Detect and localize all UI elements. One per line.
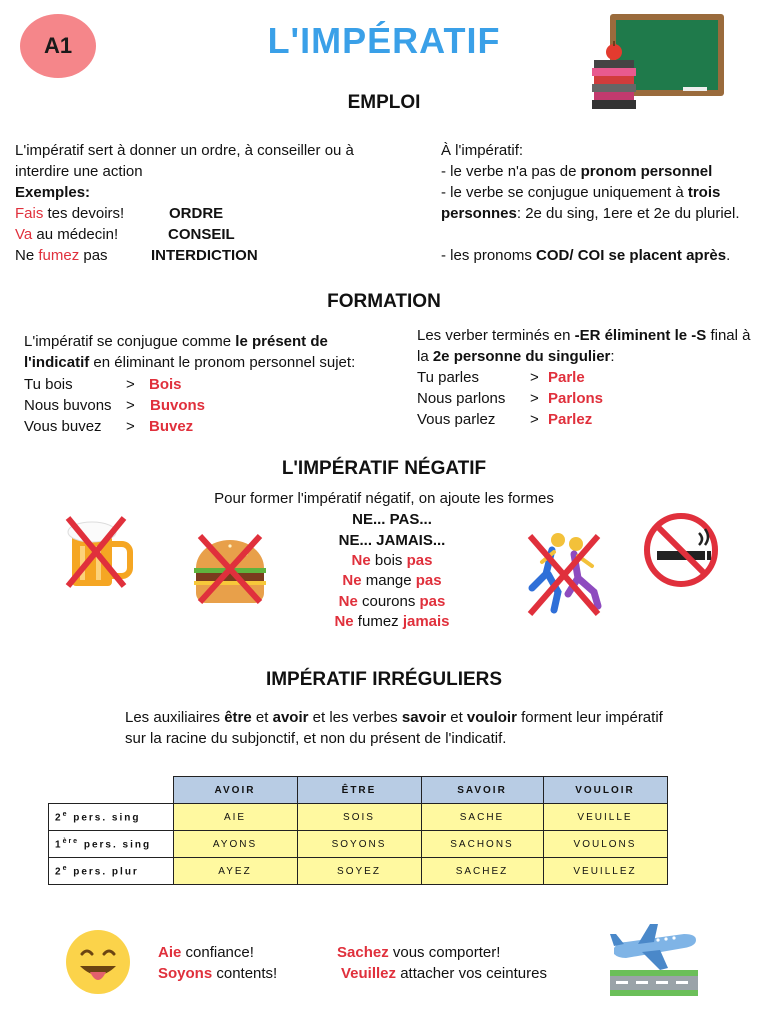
table-cell: SACHONS	[421, 831, 543, 858]
footer-example-aie	[158, 942, 254, 963]
negatif-intro: Pour former l'impératif négatif, on ajoute les formes	[214, 490, 554, 507]
irreguliers-text	[125, 707, 665, 749]
table-cell: SOIS	[297, 804, 421, 831]
column-header: ÊTRE	[297, 777, 421, 804]
intro-bold: -ER éliminent le -S	[574, 327, 707, 344]
smiling-face-icon	[62, 928, 134, 996]
point-text: - le verbe se conjugue uniquement à	[441, 184, 688, 201]
column-header: VOULOIR	[543, 777, 667, 804]
level-badge: A1	[20, 14, 96, 78]
irr-bold: vouloir	[466, 709, 517, 726]
example-type: CONSEIL	[168, 226, 235, 243]
footer-example-sachez	[337, 942, 500, 963]
row-sup: e	[62, 810, 69, 818]
conj-arrow: >	[530, 411, 539, 428]
emploi-heading: EMPLOI	[347, 92, 421, 113]
irr-text: et les verbes	[308, 709, 402, 726]
emploi-right-intro: À l'impératif:	[441, 142, 524, 159]
example-verb: Va	[15, 226, 33, 243]
neg-ne: Ne	[334, 613, 354, 630]
formation-left-intro	[24, 331, 394, 373]
table-cell: VOULONS	[543, 831, 667, 858]
intro-text: Les verber terminés en	[417, 327, 575, 344]
example-pre: Ne	[15, 247, 39, 264]
table-row	[49, 804, 668, 831]
emploi-point-3	[441, 245, 730, 266]
footer-verb: Aie	[158, 944, 182, 961]
table-cell: AIE	[173, 804, 297, 831]
beer-crossed-icon	[58, 512, 138, 592]
emploi-intro: L'impératif sert à donner un ordre, à conseiller ou à interdire une action	[15, 142, 354, 180]
neg-ne: Ne	[351, 552, 371, 569]
burger-crossed-icon	[190, 532, 270, 606]
irreguliers-heading: IMPÉRATIF IRRÉGULIERS	[265, 669, 503, 690]
negatif-example	[0, 591, 768, 612]
example-rest: pas	[79, 247, 108, 264]
table-row	[49, 858, 668, 885]
emploi-point-1	[441, 161, 712, 182]
conj-arrow: >	[126, 397, 135, 414]
example-interdiction	[15, 245, 108, 266]
neg-word: pas	[406, 552, 433, 569]
point-text: .	[726, 247, 731, 264]
point-bold: COD/ COI se placent après	[536, 247, 727, 264]
table-row	[49, 831, 668, 858]
conj-present: Tu parles	[417, 369, 479, 386]
conj-imperative: Bois	[149, 376, 182, 393]
row-rest: pers. sing	[68, 812, 141, 824]
intro-text: en éliminant le pronom personnel sujet:	[89, 354, 356, 371]
example-rest: tes devoirs!	[43, 205, 125, 222]
point-text: - les pronoms	[441, 247, 537, 264]
formation-heading: FORMATION	[327, 291, 441, 312]
footer-example-soyons	[158, 963, 277, 984]
table-cell: AYONS	[173, 831, 297, 858]
conj-present: Vous parlez	[417, 411, 496, 428]
row-rest: pers. plur	[68, 866, 139, 878]
irr-bold: savoir	[401, 709, 447, 726]
intro-bold: 2e personne du singulier	[432, 348, 611, 365]
negatif-heading: L'IMPÉRATIF NÉGATIF	[281, 458, 487, 479]
irr-text: et	[251, 709, 273, 726]
footer-verb: Soyons	[158, 965, 213, 982]
table-cell: SOYEZ	[297, 858, 421, 885]
irr-text: forment leur impératif sur la racine du subjonctif, et non du présent de l'indicatif.	[125, 709, 663, 747]
irregular-verbs-table	[48, 776, 668, 885]
neg-ne: Ne	[342, 572, 362, 589]
table-cell: VEUILLE	[543, 804, 667, 831]
row-num: 1	[55, 839, 63, 851]
footer-verb: Veuillez	[341, 965, 397, 982]
neg-verb: fumez	[353, 613, 403, 630]
footer-rest: confiance!	[181, 944, 254, 961]
examples-label: Exemples:	[15, 184, 91, 201]
running-crossed-icon	[518, 528, 610, 618]
negatif-example	[0, 611, 768, 632]
irr-text: et	[446, 709, 467, 726]
negatif-form-pas: NE... PAS...	[352, 511, 432, 528]
footer-example-veuillez	[341, 963, 547, 984]
neg-word: pas	[419, 593, 446, 610]
conj-imperative: Buvons	[150, 397, 206, 414]
conj-imperative: Buvez	[149, 418, 194, 435]
irr-bold: avoir	[272, 709, 309, 726]
table-cell: SACHE	[421, 804, 543, 831]
neg-word: jamais	[402, 613, 450, 630]
intro-text: :	[610, 348, 615, 365]
conj-arrow: >	[530, 369, 539, 386]
point-bold: pronom personnel	[580, 163, 713, 180]
neg-ne: Ne	[338, 593, 358, 610]
table-cell: AYEZ	[173, 858, 297, 885]
footer-verb: Sachez	[337, 944, 389, 961]
point-text: - le verbe n'a pas de	[441, 163, 581, 180]
neg-verb: mange	[361, 572, 416, 589]
column-header: SAVOIR	[421, 777, 543, 804]
column-header: AVOIR	[173, 777, 297, 804]
point-bold: trois personnes	[441, 184, 721, 222]
footer-rest: contents!	[212, 965, 278, 982]
row-header	[49, 831, 174, 858]
table-cell: SACHEZ	[421, 858, 543, 885]
row-rest: pers. sing	[79, 839, 152, 851]
neg-verb: bois	[370, 552, 407, 569]
table-header-row	[49, 777, 668, 804]
footer-rest: attacher vos ceintures	[396, 965, 547, 982]
row-num: 2	[55, 866, 63, 878]
example-verb: fumez	[38, 247, 80, 264]
conj-present: Nous buvons	[24, 397, 112, 414]
example-rest: au médecin!	[32, 226, 119, 243]
conj-present: Tu bois	[24, 376, 73, 393]
formation-right-intro	[417, 325, 752, 367]
footer-rest: vous comporter!	[388, 944, 501, 961]
intro-text: final à la	[417, 327, 751, 365]
table-cell: SOYONS	[297, 831, 421, 858]
page-title: L'IMPÉRATIF	[267, 20, 501, 61]
example-ordre	[15, 203, 124, 224]
conj-imperative: Parlons	[548, 390, 604, 407]
negatif-form-jamais: NE... JAMAIS...	[338, 532, 446, 549]
row-header	[49, 858, 174, 885]
row-sup: ère	[62, 837, 80, 845]
conj-arrow: >	[530, 390, 539, 407]
neg-word: pas	[415, 572, 442, 589]
example-conseil	[15, 224, 118, 245]
example-verb: Fais	[15, 205, 44, 222]
neg-verb: courons	[357, 593, 420, 610]
irr-text: Les auxiliaires	[125, 709, 225, 726]
conj-imperative: Parle	[548, 369, 585, 386]
emploi-point-2	[441, 182, 756, 224]
example-type: INTERDICTION	[151, 247, 258, 264]
row-sup: e	[62, 864, 69, 872]
conj-arrow: >	[126, 418, 135, 435]
table-cell: VEUILLEZ	[543, 858, 667, 885]
conj-present: Vous buvez	[24, 418, 102, 435]
intro-text: L'impératif se conjugue comme	[24, 333, 236, 350]
example-type: ORDRE	[169, 205, 224, 222]
conj-imperative: Parlez	[548, 411, 593, 428]
conj-arrow: >	[126, 376, 135, 393]
row-num: 2	[55, 812, 63, 824]
no-smoking-icon	[641, 511, 723, 589]
airplane-icon	[608, 918, 700, 998]
point-text: : 2e du sing, 1ere et 2e du pluriel.	[516, 205, 740, 222]
row-header	[49, 804, 174, 831]
intro-bold: le présent de l'indicatif	[24, 333, 328, 371]
irr-bold: être	[224, 709, 252, 726]
conj-present: Nous parlons	[417, 390, 506, 407]
table-corner	[49, 777, 174, 804]
